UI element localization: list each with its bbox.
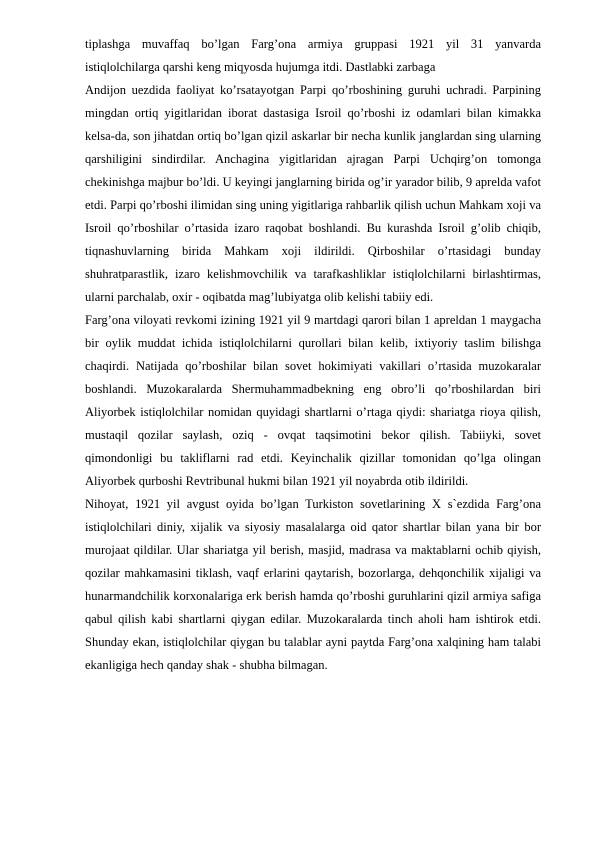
paragraph-4: Nihoyat, 1921 yil avgust oyida bo’lgan Turkiston sovetlarining X s`ezdida Farg’ona istiqlolchilari diniy, xijalik va siyosiy masalalarga oid qator shartlar bilan yana bir bor murojaat qildilar. Ular shariatga yil berish, masjid, madrasa va maktablarni ochib qiyish, qozilar mahkamasini tiklash, vaqf erlarini qaytarish, bozorlarga, dehqonchilik xijaligi va hunarmandchilik korxonalariga erk berish hamda qo’rboshi guruhlarini qizil armiya safiga qabul qilish kabi shartlarni qiygan edilar. Muzokaralarda tinch aholi ham ishtirok etdi. Shunday ekan, istiqlolchilar qiygan bu talablar ayni paytda Farg’ona xalqining ham talabi ekanligiga hech qanday shak - shubha bilmagan. (85, 497, 541, 672)
paragraph-3: Farg’ona viloyati revkomi izining 1921 yil 9 martdagi qarori bilan 1 apreldan 1 maygacha bir oylik muddat ichida istiqlolchilarni qurollari bilan kelib, ixtiyoriy taslim bilishga chaqirdi. Natijada qo’rboshilar bilan sovet hokimiyati vakillari o’rtasida muzokaralar boshlandi. Muzokaralarda Shermuhammadbekning eng obro’li qo’rboshilardan biri Aliyorbek istiqlolchilar nomidan quyidagi shartlarni o’rtaga qiydi: shariatga rioya qilish, mustaqil qozilar saylash, oziq - ovqat taqsimotini bekor qilish. Tabiiyki, sovet qimondonligi bu takliflarni rad etdi. Keyinchalik qizillar tomonidan qo’lga olingan Aliyorbek qurboshi Revtribunal hukmi bilan 1921 yil noyabrda otib ildirildi. (85, 313, 541, 488)
paragraph-1: tiplashga muvaffaq bo’lgan Farg’ona armiya gruppasi 1921 yil 31 yanvarda istiqlolchilarga qarshi keng miqyosda hujumga itdi. Dastlabki zarbaga (85, 37, 541, 74)
paragraph-2: Andijon uezdida faoliyat ko’rsatayotgan Parpi qo’rboshining guruhi uchradi. Parpining mingdan ortiq yigitlaridan iborat dastasiga Isroil qo’rboshi iz odamlari bilan kimakka kelsa-da, son jihatdan ortiq bo’lgan qizil askarlar bir necha kunlik janglardan sing ularning qarshiligini sindirdilar. Anchagina yigitlaridan ajragan Parpi Uchqirg’on tomonga chekinishga majbur bo’ldi. U keyingi janglarning birida og’ir yarador bilib, 9 aprelda vafot etdi. Parpi qo’rboshi ilimidan sing uning yigitlariga rahbarlik qilish uchun Mahkam xoji va Isroil qo’rboshilar o’rtasida izaro raqobat boshlandi. Bu kurashda Isroil g’olib chiqib, tiqnashuvlarning birida Mahkam xoji ildirildi. Qirboshilar o’rtasidagi bunday shuhratparastlik, izaro kelishmovchilik va tarafkashliklar istiqlolchilarni birlashtirmas, ularni parchalab, oxir - oqibatda mag’lubiyatga olib kelishi tabiiy edi. (85, 83, 541, 304)
document-page (85, 33, 541, 677)
